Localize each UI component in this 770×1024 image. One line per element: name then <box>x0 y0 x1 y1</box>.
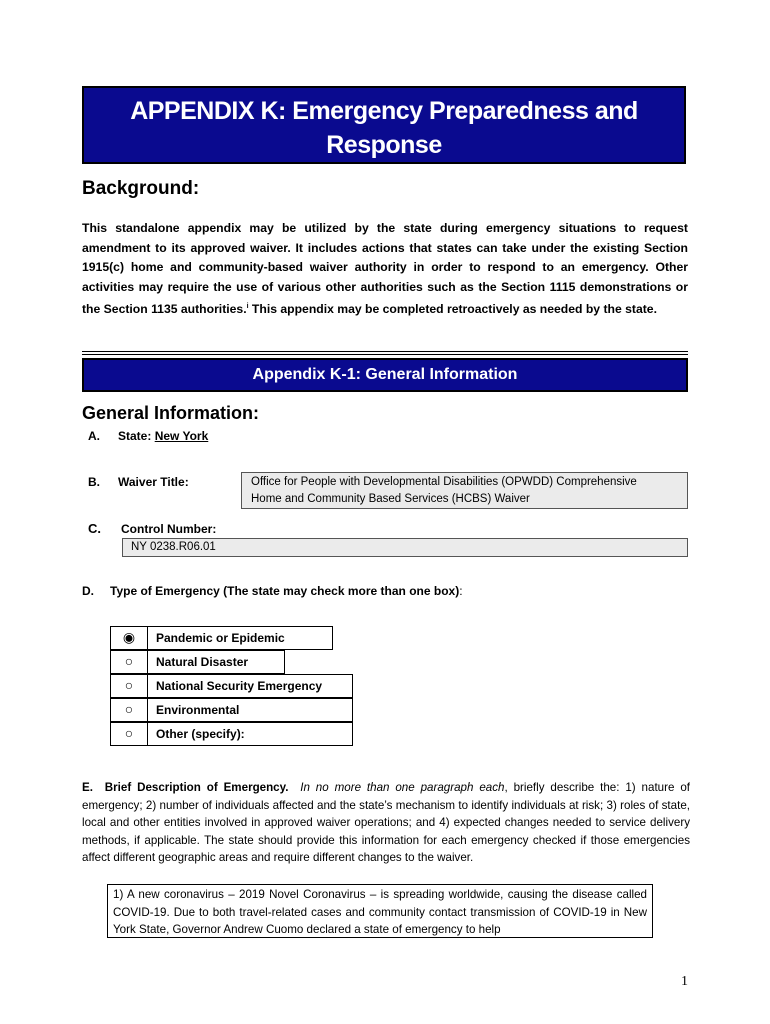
emergency-option-label: Other (specify): <box>147 722 353 746</box>
divider-line <box>82 351 688 352</box>
emergency-type-label-text: Type of Emergency (The state may check more than one box) <box>110 584 460 598</box>
radio-unselected-icon[interactable]: ○ <box>110 674 148 698</box>
field-a-label <box>118 429 208 443</box>
field-e-italic: In no more than one paragraph each <box>300 781 505 794</box>
control-number-field[interactable]: NY 0238.R06.01 <box>122 538 688 557</box>
background-paragraph-end: This appendix may be completed retroactively as needed by the state. <box>248 302 657 317</box>
field-e-label: Brief Description of Emergency. <box>104 781 289 794</box>
emergency-option-label: Pandemic or Epidemic <box>147 626 333 650</box>
radio-unselected-icon[interactable]: ○ <box>110 650 148 674</box>
general-information-heading: General Information: <box>82 403 260 423</box>
background-paragraph <box>82 219 688 320</box>
emergency-option-label: Natural Disaster <box>147 650 285 674</box>
emergency-type-label-suffix: : <box>459 584 463 598</box>
radio-selected-icon[interactable]: ◉ <box>110 626 148 650</box>
appendix-title-banner <box>82 86 686 164</box>
field-e-text: , briefly describe the: 1) nature of emergency; 2) number of individuals affected and the state’s mechanism to identify individuals at risk; 3) roles of state, local and other entities involved in approved waiver operations; and 4) expected changes needed to service delivery methods, if applicable. The state should provide this information for each emergency checked if those emergencies affect different geographic areas and require different changes to the waiver. <box>82 781 690 864</box>
field-e-letter: E. <box>82 781 93 794</box>
emergency-description-field[interactable]: 1) A new coronavirus – 2019 Novel Coronavirus – is spreading worldwide, causing the disease called COVID-19. Due to both travel-related cases and community contact transmission of COVID-19 in New York State, Governor Andrew Cuomo declared a state of emergency to help <box>107 884 653 938</box>
footnote-marker[interactable]: i <box>246 303 249 310</box>
divider-line <box>82 354 688 355</box>
page-number: 1 <box>681 974 688 989</box>
emergency-description-instructions <box>82 779 690 867</box>
emergency-type-label <box>110 584 463 598</box>
field-b-letter: B. <box>88 475 100 489</box>
field-c-letter: C. <box>88 521 101 536</box>
control-number-label: Control Number: <box>121 522 217 536</box>
radio-unselected-icon[interactable]: ○ <box>110 722 148 746</box>
waiver-title-line2: Home and Community Based Services (HCBS) Waiver <box>251 493 530 505</box>
background-paragraph-text: This standalone appendix may be utilized by the state during emergency situations to request amendment to its approved waiver. It includes actions that states can take under the existing Section 1915(c) home and community-based waiver authority in order to respond to an emergency. Other activities may require the use of various other authorities such as the Section 1115 demonstrations or the Section 1135 authorities. <box>82 221 688 317</box>
background-heading: Background: <box>82 178 200 199</box>
field-d-letter: D. <box>82 584 94 598</box>
appendix-title-line1: APPENDIX K: Emergency Preparedness and <box>130 97 638 125</box>
radio-unselected-icon[interactable]: ○ <box>110 698 148 722</box>
emergency-option-label: Environmental <box>147 698 353 722</box>
waiver-title-label: Waiver Title: <box>118 475 189 489</box>
state-value: New York <box>154 429 209 443</box>
state-label: State: <box>118 429 152 443</box>
section-k1-header: Appendix K-1: General Information <box>82 358 688 392</box>
appendix-title-line2: Response <box>326 131 442 159</box>
waiver-title-field[interactable] <box>241 472 688 509</box>
field-a-letter: A. <box>88 429 100 443</box>
waiver-title-line1: Office for People with Developmental Disabilities (OPWDD) Comprehensive <box>251 476 637 488</box>
emergency-option-label: National Security Emergency <box>147 674 353 698</box>
